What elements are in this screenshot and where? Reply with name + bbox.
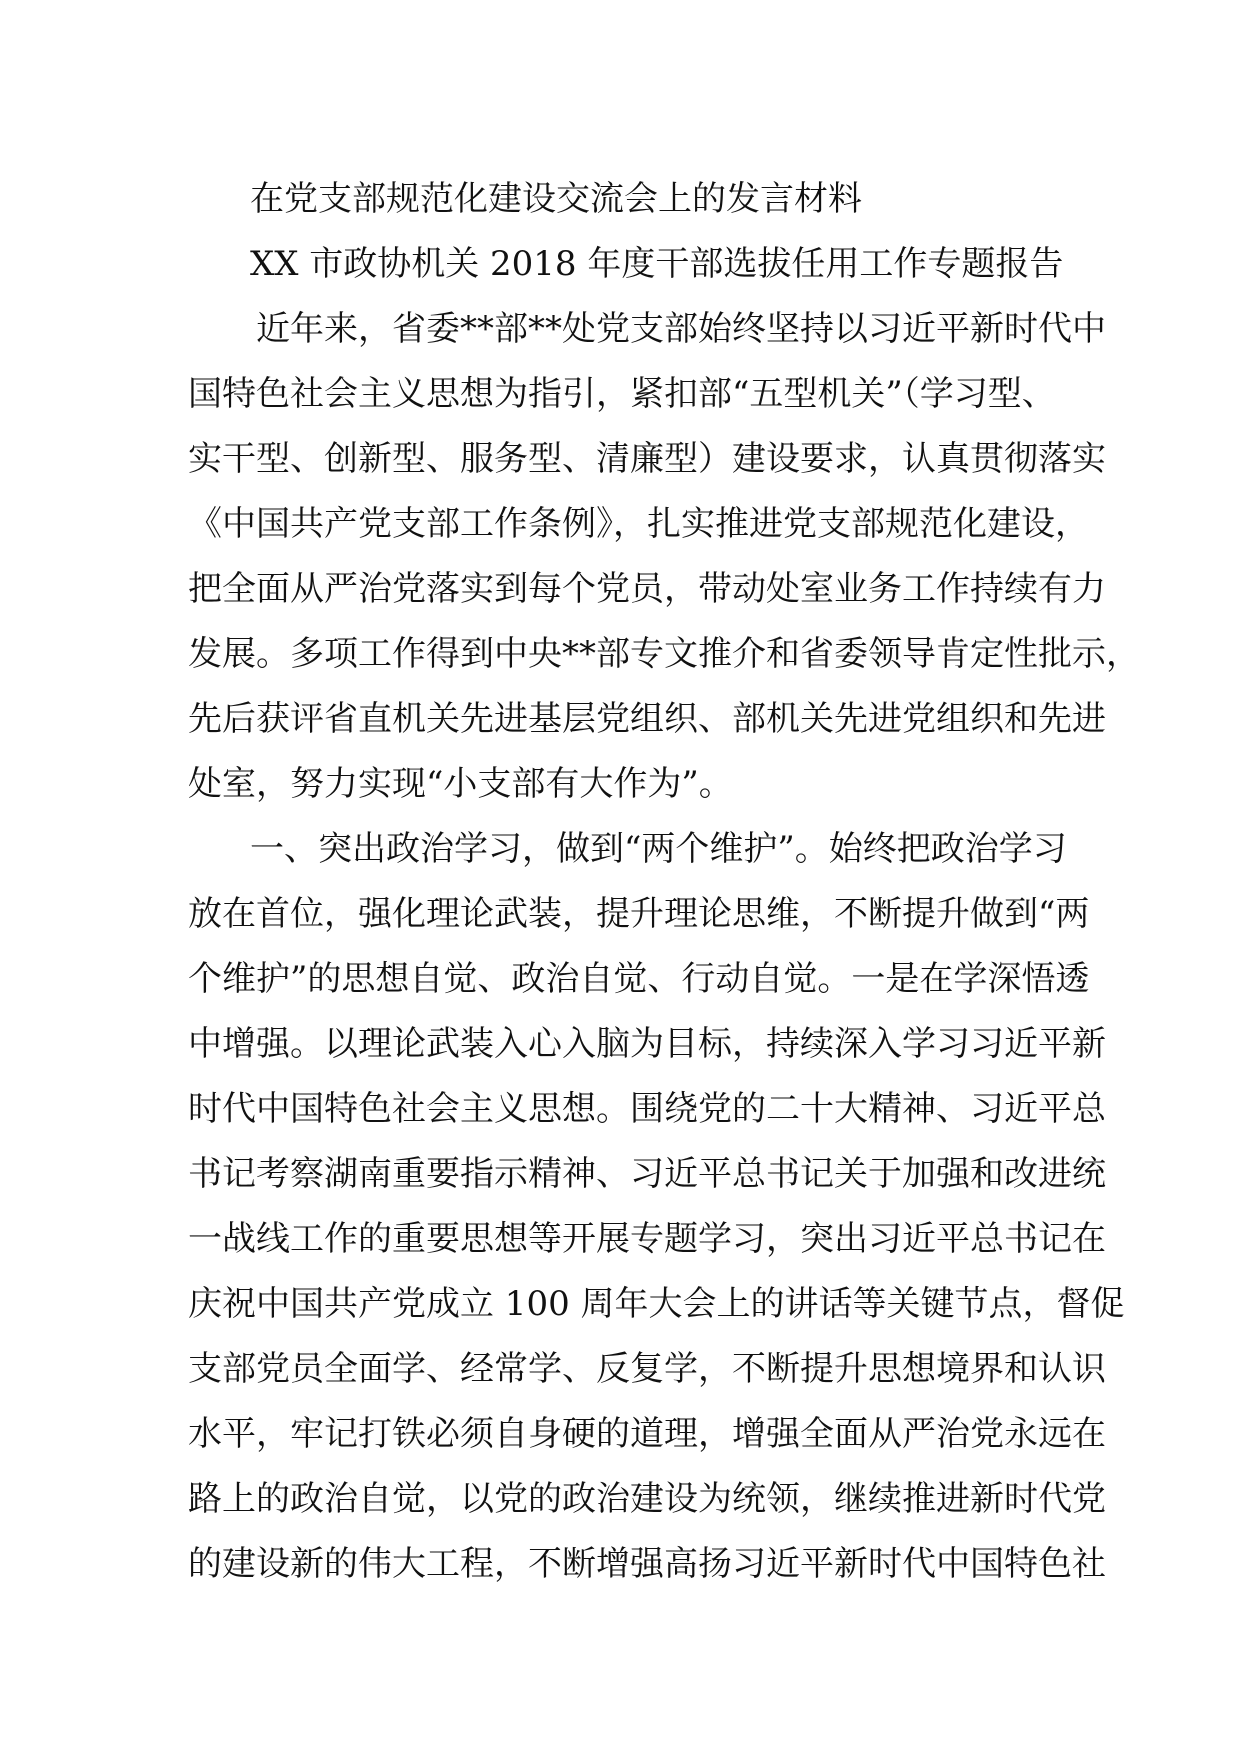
- body-line: 把全面从严治党落实到每个党员，带动处室业务工作持续有力: [188, 569, 1106, 609]
- body-line: 水平，牢记打铁必须自身硬的道理，增强全面从严治党永远在: [188, 1414, 1106, 1454]
- body-line: 处室，努力实现“小支部有大作为”。: [188, 764, 733, 804]
- body-line: 的建设新的伟大工程，不断增强高扬习近平新时代中国特色社: [188, 1544, 1106, 1584]
- body-line: 路上的政治自觉，以党的政治建设为统领，继续推进新时代党: [188, 1479, 1106, 1519]
- body-line: 国特色社会主义思想为指引，紧扣部“五型机关”（学习型、: [188, 374, 1056, 414]
- section-heading-line: 一、突出政治学习，做到“两个维护”。始终把政治学习: [250, 829, 1067, 869]
- body-line: 中增强。以理论武装入心入脑为目标，持续深入学习习近平新: [188, 1024, 1106, 1064]
- body-line: 《中国共产党支部工作条例》，扎实推进党支部规范化建设，: [188, 504, 1089, 544]
- body-line: 一战线工作的重要思想等开展专题学习，突出习近平总书记在: [188, 1219, 1106, 1259]
- body-line: 先后获评省直机关先进基层党组织、部机关先进党组织和先进: [188, 699, 1106, 739]
- body-line: 个维护”的思想自觉、政治自觉、行动自觉。一是在学深悟透: [188, 959, 1090, 999]
- body-line: 书记考察湖南重要指示精神、习近平总书记关于加强和改进统: [188, 1154, 1106, 1194]
- body-line: 放在首位，强化理论武装，提升理论思维，不断提升做到“两: [188, 894, 1090, 934]
- body-line: 支部党员全面学、经常学、反复学，不断提升思想境界和认识: [188, 1349, 1106, 1389]
- body-line: 发展。多项工作得到中央**部专文推介和省委领导肯定性批示，: [188, 634, 1140, 674]
- body-line: 时代中国特色社会主义思想。围绕党的二十大精神、习近平总: [188, 1089, 1106, 1129]
- document-subtitle: XX 市政协机关 2018 年度干部选拔任用工作专题报告: [250, 244, 1064, 284]
- body-line: 庆祝中国共产党成立 100 周年大会上的讲话等关键节点，督促: [188, 1284, 1125, 1324]
- body-line: 实干型、创新型、服务型、清廉型）建设要求，认真贯彻落实: [188, 439, 1106, 479]
- body-line: 近年来，省委**部**处党支部始终坚持以习近平新时代中: [256, 309, 1106, 349]
- document-title: 在党支部规范化建设交流会上的发言材料: [250, 179, 862, 219]
